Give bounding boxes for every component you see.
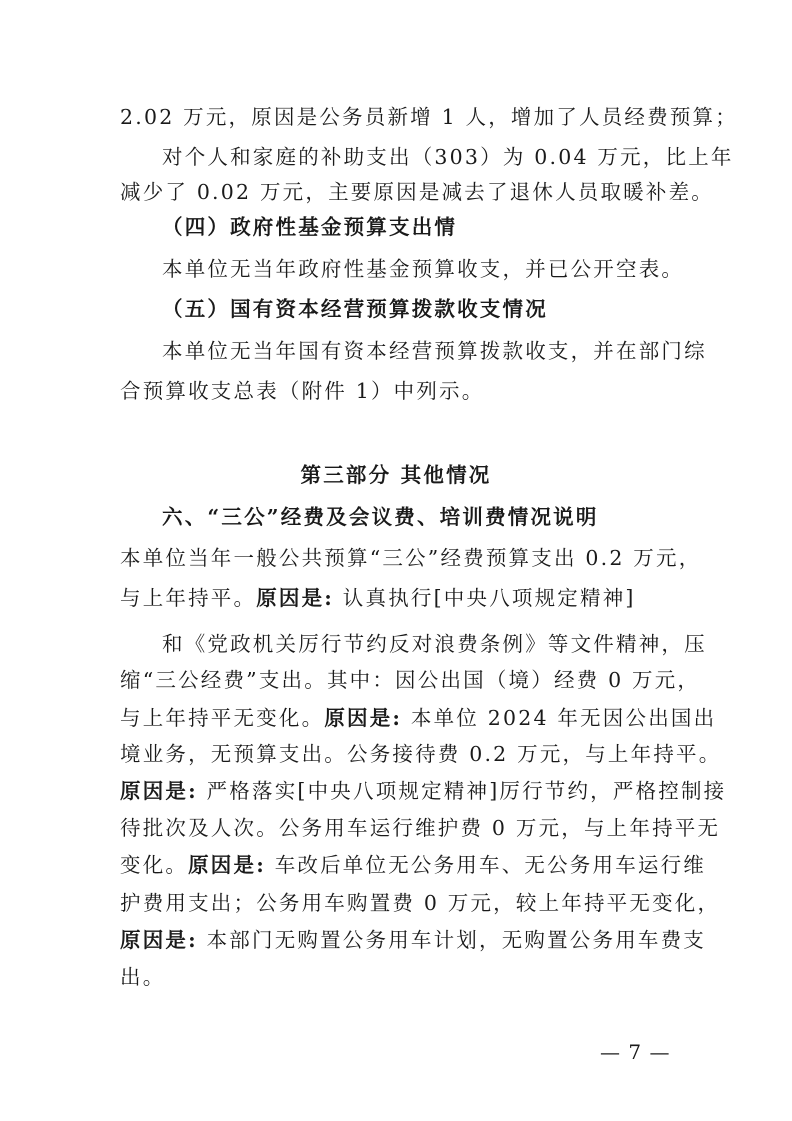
reason-label: 原因是: — [120, 928, 198, 952]
text-span: 车改后单位无公务用车、无公务用车运行维 — [265, 853, 706, 877]
text-line: 和《党政机关厉行节约反对浪费条例》等文件精神，压 — [162, 632, 707, 656]
text-line — [120, 928, 706, 952]
text-line — [120, 586, 680, 610]
text-line: 合预算收支总表（附件 1）中列示。 — [120, 379, 485, 403]
section-heading: （五）国有资本经营预算拨款收支情况 — [162, 297, 548, 321]
text-line — [120, 706, 717, 730]
text-span: 与上年持平无变化。 — [120, 706, 325, 730]
text-line — [120, 853, 706, 877]
reason-label: 原因是: — [120, 779, 198, 803]
text-line: 缩“三公经费”支出。其中：因公出国（境）经费 0 万元， — [120, 668, 701, 692]
text-span: 变化。 — [120, 853, 189, 877]
section-heading: 六、“三公”经费及会议费、培训费情况说明 — [162, 505, 599, 529]
text-span: 严格落实[中央八项规定精神]厉行节约，严格控制接 — [197, 779, 727, 803]
text-line: 境业务，无预算支出。公务接待费 0.2 万元，与上年持平。 — [120, 742, 722, 766]
text-line: 减少了 0.02 万元，主要原因是减去了退休人员取暖补差。 — [120, 180, 714, 204]
text-span: 本单位 2024 年无因公出国出 — [402, 706, 717, 730]
text-span: 与上年持平。 — [120, 586, 257, 610]
reason-label: 原因是: — [256, 586, 335, 610]
page-number: — 7 — — [600, 1040, 671, 1064]
text-line: 护费用支出；公务用车购置费 0 万元，较上年持平无变化， — [120, 891, 721, 915]
text-line: 2.02 万元，原因是公务员新增 1 人，增加了人员经费预算； — [120, 105, 738, 129]
part-title: 第三部分 其他情况 — [300, 463, 492, 487]
text-line: 对个人和家庭的补助支出（303）为 0.04 万元，比上年 — [162, 145, 734, 169]
text-line: 本单位无当年政府性基金预算收支，并已公开空表。 — [162, 257, 685, 281]
reason-label: 原因是: — [324, 706, 403, 730]
text-line: 待批次及人次。公务用车运行维护费 0 万元，与上年持平无 — [120, 816, 721, 840]
text-span: 本部门无购置公务用车计划，无购置公务用车费支 — [197, 928, 706, 952]
text-line — [120, 779, 727, 803]
section-heading: （四）政府性基金预算支出情 — [162, 215, 458, 239]
text-line: 出。 — [120, 965, 166, 989]
text-line: 本单位当年一般公共预算“三公”经费预算支出 0.2 万元， — [120, 546, 702, 570]
text-span: 认真执行[中央八项规定精神] — [334, 586, 636, 610]
text-line: 本单位无当年国有资本经营预算拨款收支，并在部门综 — [162, 339, 707, 363]
reason-label: 原因是: — [188, 853, 266, 877]
